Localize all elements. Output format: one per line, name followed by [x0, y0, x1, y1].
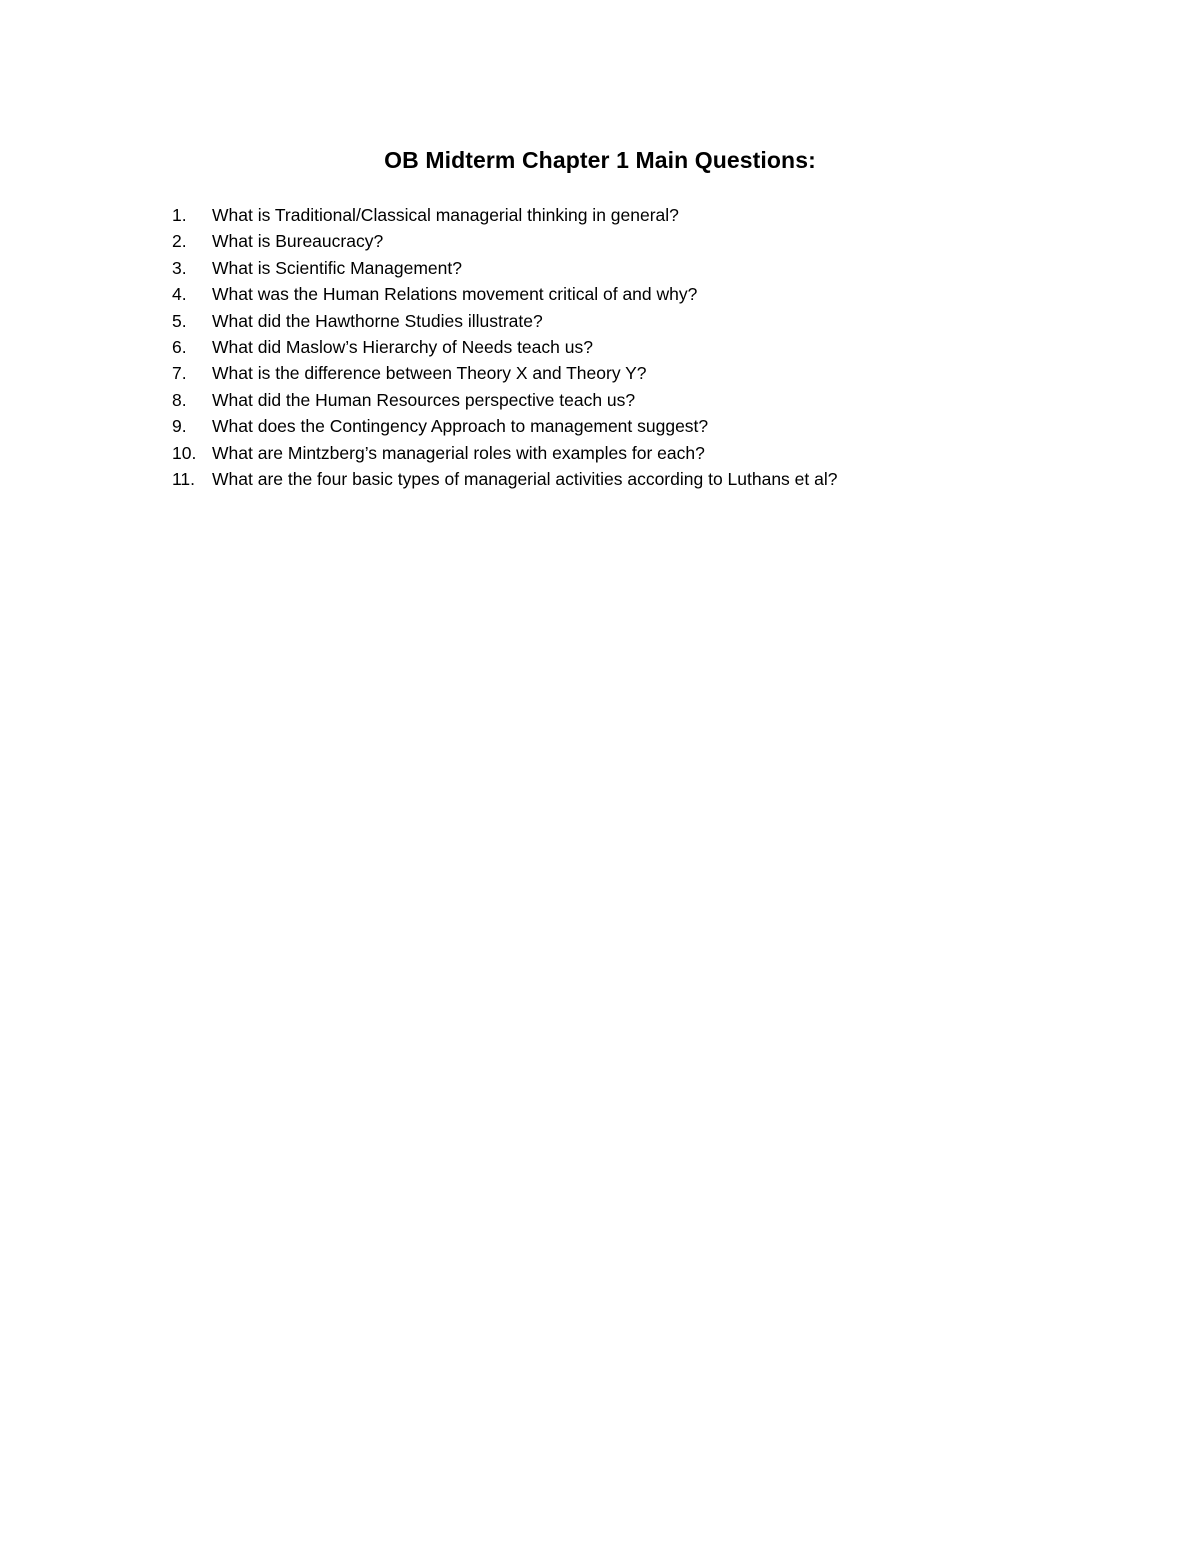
- question-item: [172, 255, 837, 281]
- question-number: 3.: [172, 257, 187, 278]
- question-number: 9.: [172, 416, 187, 437]
- question-text: What is Scientific Management?: [212, 257, 462, 278]
- question-text: What did the Hawthorne Studies illustrate?: [212, 310, 543, 331]
- question-text: What did Maslow’s Hierarchy of Needs teach us?: [212, 336, 593, 357]
- question-item: [172, 281, 837, 307]
- question-number: 6.: [172, 336, 187, 357]
- question-item: [172, 202, 837, 228]
- question-text: What is Traditional/Classical managerial thinking in general?: [212, 205, 679, 225]
- question-text: What is the difference between Theory X and Theory Y?: [212, 363, 647, 384]
- question-number: 11.: [172, 468, 196, 489]
- question-item: [172, 334, 837, 360]
- question-item: [172, 228, 837, 254]
- question-item: [172, 387, 837, 413]
- question-number: 5.: [172, 310, 187, 331]
- question-number: 10.: [172, 442, 197, 463]
- question-list: [172, 202, 837, 492]
- question-text: What was the Human Relations movement critical of and why?: [212, 284, 698, 305]
- question-item: [172, 308, 837, 334]
- question-number: 2.: [172, 231, 187, 252]
- question-number: 8.: [172, 389, 187, 410]
- document-title: OB Midterm Chapter 1 Main Questions:: [384, 147, 816, 173]
- question-number: 1.: [172, 205, 187, 225]
- question-item: [172, 360, 837, 386]
- question-text: What are Mintzberg’s managerial roles with examples for each?: [212, 442, 705, 463]
- question-number: 4.: [172, 284, 187, 305]
- question-text: What does the Contingency Approach to management suggest?: [212, 416, 709, 437]
- question-text: What is Bureaucracy?: [212, 231, 384, 252]
- question-item: [172, 413, 837, 439]
- question-text: What did the Human Resources perspective teach us?: [212, 389, 636, 410]
- question-number: 7.: [172, 363, 187, 384]
- question-item: [172, 466, 837, 492]
- question-item: [172, 440, 837, 466]
- question-text: What are the four basic types of managerial activities according to Luthans et al?: [212, 468, 838, 489]
